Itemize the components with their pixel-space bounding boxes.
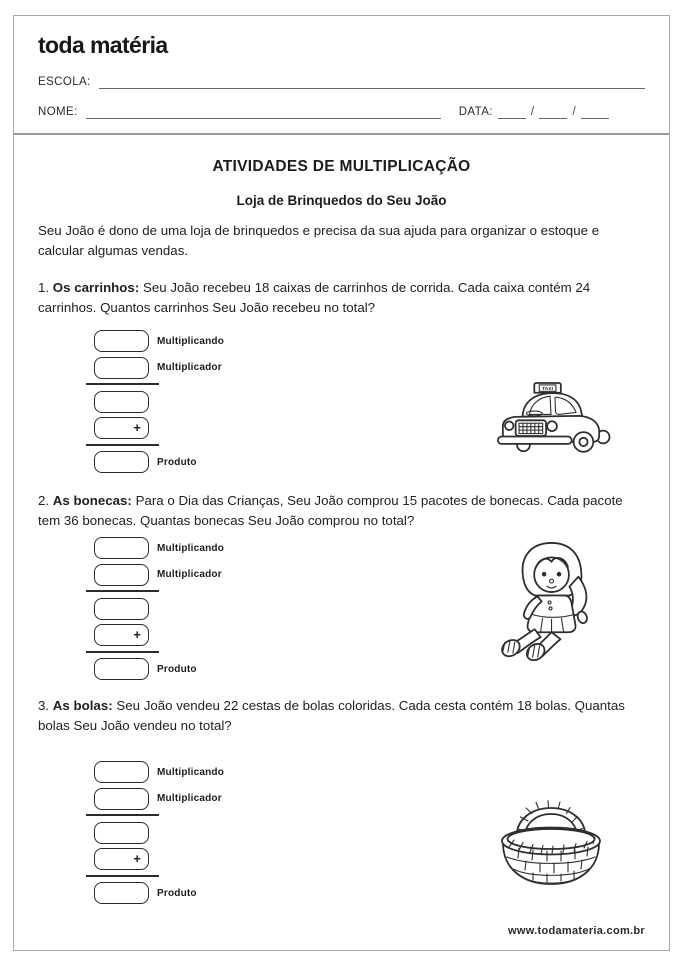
problem-2-body: Para o Dia das Crianças, Seu João comprou 15 pacotes de bonecas. Cada pacote tem 36 bonecas. Quantas bonecas Seu João comprou no total?: [38, 493, 623, 528]
date-month-line[interactable]: [539, 106, 567, 119]
multiplication-diagram-1: [86, 330, 224, 478]
multiplication-diagram-3: [86, 761, 224, 909]
multiplier-box[interactable]: [94, 357, 149, 379]
name-date-row: [38, 106, 645, 119]
name-input-line[interactable]: [86, 106, 441, 119]
problem-2-work-area: [38, 535, 645, 683]
operation-line: [86, 651, 159, 653]
problem-1-name: Os carrinhos:: [52, 280, 140, 295]
problem-3-number: 3.: [38, 698, 50, 713]
taxi-illustration: [493, 380, 611, 462]
worksheet-sheet: [13, 15, 670, 951]
multiplicand-label: Multiplicando: [157, 766, 225, 778]
problem-3-name: As bolas:: [52, 698, 113, 713]
school-input-line[interactable]: [99, 76, 645, 89]
partial-product-box[interactable]: [94, 598, 149, 620]
date-group: [459, 106, 609, 119]
partial-product-plus-box[interactable]: [94, 848, 149, 870]
operation-line: [86, 875, 159, 877]
problem-2-text: [38, 491, 645, 530]
date-day-line[interactable]: [498, 106, 526, 119]
problem-2-name: As bonecas:: [52, 493, 132, 508]
multiplicand-label: Multiplicando: [157, 542, 225, 554]
problem-1-body: Seu João recebeu 18 caixas de carrinhos de corrida. Cada caixa contém 24 carrinhos. Quantos carrinhos Seu João recebeu no total?: [38, 280, 591, 315]
operation-line: [86, 814, 159, 816]
problem-3-text: [38, 696, 645, 735]
header-divider: [14, 133, 669, 135]
problem-1-number: 1.: [38, 280, 50, 295]
multiplier-box[interactable]: [94, 788, 149, 810]
partial-product-box[interactable]: [94, 822, 149, 844]
basket-illustration: [487, 779, 615, 896]
problem-3-work-area: [38, 759, 645, 907]
name-label: NOME:: [38, 106, 78, 118]
partial-product-box[interactable]: [94, 391, 149, 413]
page-subtitle: Loja de Brinquedos do Seu João: [236, 193, 447, 208]
problem-2-number: 2.: [38, 493, 50, 508]
multiplier-label: Multiplicador: [157, 793, 222, 804]
operation-line: [86, 383, 159, 385]
taxi-sign-text: TAXI: [542, 387, 553, 393]
product-box[interactable]: [94, 658, 149, 680]
date-separator: /: [530, 106, 535, 118]
multiplier-label: Multiplicador: [157, 569, 222, 580]
problem-1-work-area: [38, 328, 645, 476]
plus-icon: +: [133, 850, 141, 866]
page-title: ATIVIDADES DE MULTIPLICAÇÃO: [212, 158, 471, 175]
operation-line: [86, 590, 159, 592]
footer-url: www.todamateria.com.br: [508, 925, 645, 937]
product-label: Produto: [157, 663, 197, 675]
multiplicand-box[interactable]: [94, 537, 149, 559]
multiplicand-label: Multiplicando: [157, 335, 225, 347]
operation-line: [86, 444, 159, 446]
multiplicand-box[interactable]: [94, 761, 149, 783]
multiplicand-box[interactable]: [94, 330, 149, 352]
school-label: ESCOLA:: [38, 76, 91, 88]
plus-icon: +: [133, 626, 141, 642]
product-label: Produto: [157, 887, 197, 899]
multiplication-diagram-2: [86, 537, 224, 685]
date-year-line[interactable]: [581, 106, 609, 119]
date-separator: /: [572, 106, 577, 118]
partial-product-plus-box[interactable]: [94, 624, 149, 646]
multiplier-label: Multiplicador: [157, 362, 222, 373]
plus-icon: +: [133, 419, 141, 435]
product-box[interactable]: [94, 451, 149, 473]
multiplier-box[interactable]: [94, 564, 149, 586]
partial-product-plus-box[interactable]: [94, 417, 149, 439]
doll-illustration: [495, 537, 619, 666]
problem-1-text: [38, 278, 645, 317]
brand-logo: toda matéria: [38, 32, 168, 58]
date-label: DATA:: [458, 106, 493, 118]
intro-paragraph: Seu João é dono de uma loja de brinquedos e precisa da sua ajuda para organizar o estoque e calcular algumas vendas.: [38, 223, 600, 258]
product-box[interactable]: [94, 882, 149, 904]
school-row: [38, 76, 645, 89]
product-label: Produto: [157, 456, 197, 468]
problem-3-body: Seu João vendeu 22 cestas de bolas coloridas. Cada cesta contém 18 bolas. Quantas bolas Seu João vendeu no total?: [38, 698, 625, 733]
